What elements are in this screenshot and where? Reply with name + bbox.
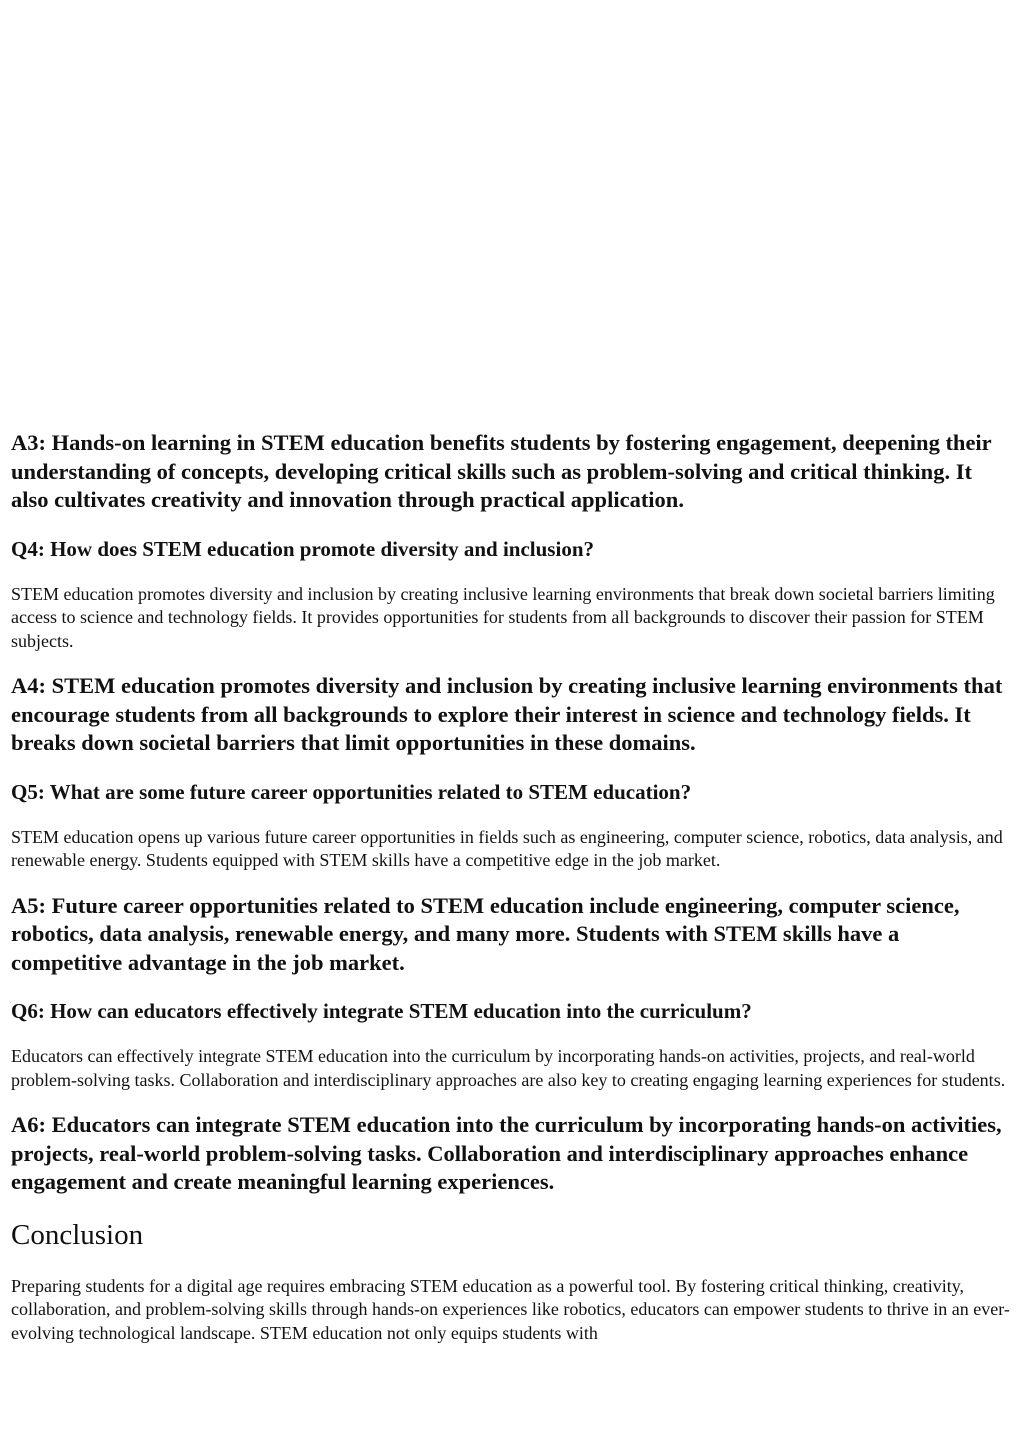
section-heading-conclusion: Conclusion bbox=[11, 1218, 144, 1251]
answer-a5: A5: Future career opportunities related to STEM education include engineering, computer science, robotics, data analysis, renewable energy, and many more. Students with STEM skills have a competitive advantage in the job market. bbox=[11, 892, 960, 975]
document-page bbox=[11, 429, 1011, 1364]
paragraph-q5: STEM education opens up various future career opportunities in fields such as engineering, computer science, robotics, data analysis, and renewable energy. Students equipped with STEM skills have a competitive edge in the job market. bbox=[11, 826, 1003, 870]
paragraph-conclusion: Preparing students for a digital age requires embracing STEM education as a powerful tool. By fostering critical thinking, creativity, collaboration, and problem-solving skills through hands-on experiences like robotics, educators can empower students to thrive in an ever-evolving technological landscape. STEM education not only equips students with bbox=[11, 1275, 1010, 1343]
question-q4: Q4: How does STEM education promote diversity and inclusion? bbox=[11, 536, 594, 561]
answer-a3: A3: Hands-on learning in STEM education benefits students by fostering engagement, deepening their understanding of concepts, developing critical skills such as problem-solving and critical thinking. It also cultivates creativity and innovation through practical application. bbox=[11, 430, 992, 512]
paragraph-q4: STEM education promotes diversity and inclusion by creating inclusive learning environments that break down societal barriers limiting access to science and technology fields. It provides opportunities for students from all backgrounds to discover their passion for STEM subjects. bbox=[11, 583, 995, 651]
answer-a4: A4: STEM education promotes diversity and inclusion by creating inclusive learning environments that encourage students from all backgrounds to explore their interest in science and technology fields. It breaks down societal barriers that limit opportunities in these domains. bbox=[11, 673, 1003, 755]
answer-a6: A6: Educators can integrate STEM education into the curriculum by incorporating hands-on activities, projects, real-world problem-solving tasks. Collaboration and interdisciplinary approaches enhance engagement and create meaningful learning experiences. bbox=[11, 1112, 1002, 1194]
question-q5: Q5: What are some future career opportunities related to STEM education? bbox=[11, 779, 692, 804]
question-q6: Q6: How can educators effectively integrate STEM education into the curriculum? bbox=[11, 999, 752, 1023]
paragraph-q6: Educators can effectively integrate STEM education into the curriculum by incorporating hands-on activities, projects, and real-world problem-solving tasks. Collaboration and interdisciplinary approaches are also key to creating engaging learning experiences for students. bbox=[11, 1046, 1006, 1090]
